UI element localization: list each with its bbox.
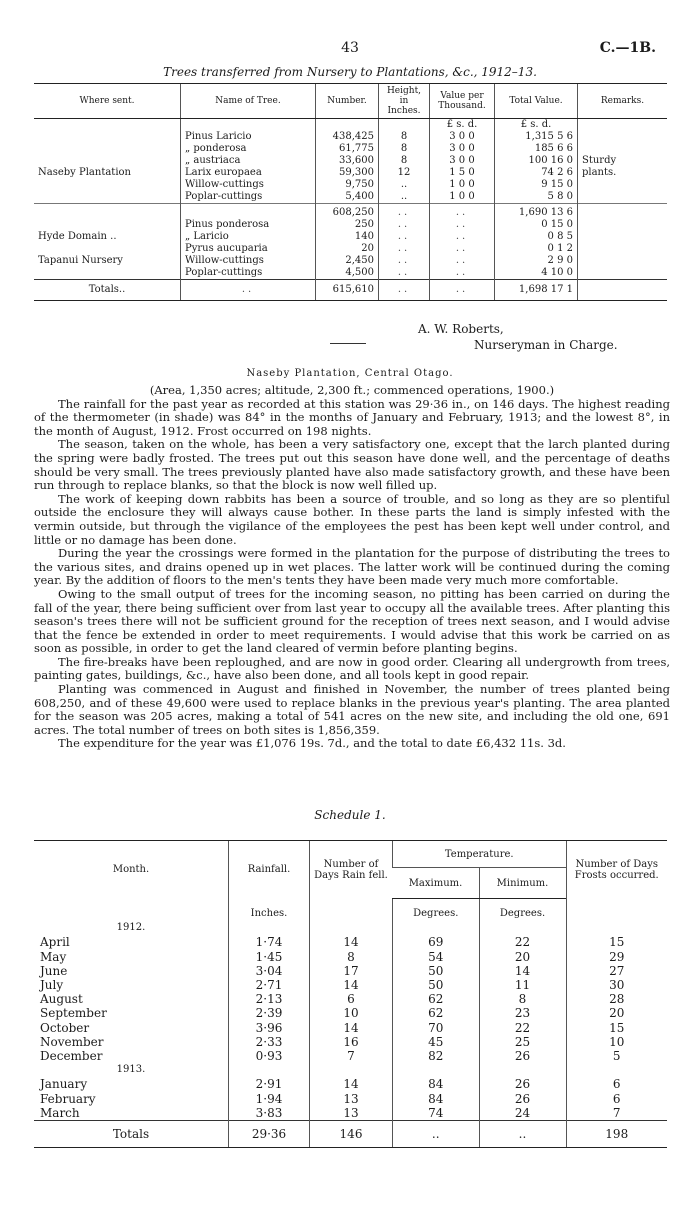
- totals-min: ..: [479, 1121, 566, 1148]
- frost-days-value: 27: [566, 964, 667, 978]
- table-row: [34, 267, 667, 280]
- body-paragraph: The season, taken on the whole, has been a very satisfactory one, except that the larch planted during the spring were badly frosted. The trees put out this season have done well, and the percentage of deaths should be very small. The trees previously planted have also made satisfactory growth, and these have been run through to replace blanks, so that the block is now well filled up.: [34, 437, 670, 493]
- col-where-sent: Where sent.: [34, 84, 181, 119]
- schedule-row: [34, 1092, 667, 1106]
- tree-number: 59,300: [316, 167, 379, 179]
- totals-value: 1,698 17 1: [495, 280, 578, 301]
- col-remarks: Remarks.: [578, 84, 668, 119]
- month-name: August: [40, 992, 83, 1007]
- days-rain-value: 14: [310, 978, 393, 992]
- body-paragraph: The work of keeping down rabbits has been a source of trouble, and so long as they are so plentiful outside the enclosure they will always cause bother. In these parts the land is simply infested with the vermin outside, but through the vigilance of the employees the pest has been kept well under control, and little or no damage has been done.: [34, 491, 670, 547]
- total-value: 100 16 0: [495, 155, 578, 167]
- col-name-of-tree: Name of Tree.: [181, 84, 316, 119]
- empty-cell: [181, 204, 316, 220]
- value-per-thousand: 3 0 0: [430, 155, 495, 167]
- signature-name: A. W. Roberts,: [418, 322, 504, 336]
- tree-number: 140: [316, 231, 379, 243]
- total-value: 74 2 6: [495, 167, 578, 179]
- frost-days-value: 6: [566, 1077, 667, 1091]
- tree-height: ..: [379, 191, 430, 204]
- max-temp-value: 45: [393, 1035, 480, 1049]
- currency-label-total: £ s. d.: [495, 119, 578, 132]
- tree-name: Larix europaea: [181, 167, 316, 179]
- schedule-caption: Schedule 1.: [314, 808, 386, 822]
- frost-days-value: 20: [566, 1006, 667, 1020]
- tree-name: Pinus Laricio: [181, 131, 316, 143]
- table-row: [34, 219, 667, 231]
- schedule-row: [34, 1021, 667, 1035]
- max-temp-value: 54: [393, 950, 480, 964]
- totals-label: Totals: [34, 1121, 229, 1148]
- min-temp-value: 25: [479, 1035, 566, 1049]
- total-value: 9 15 0: [495, 179, 578, 191]
- total-value: 5 8 0: [495, 191, 578, 204]
- units-maximum: Degrees.: [393, 899, 480, 922]
- month-name: October: [40, 1020, 90, 1035]
- ellipsis: ..: [430, 243, 495, 255]
- frost-days-value: 28: [566, 992, 667, 1006]
- tree-name: Poplar-cuttings: [181, 191, 316, 204]
- currency-row: [34, 119, 667, 132]
- month-name: June: [40, 963, 68, 978]
- body-paragraph: The rainfall for the past year as recorded at this station was 29·36 in., on 146 days. The highest reading of the thermometer (in shade) was 84° in the months of January and February, 1913; and the lowest 8°, in the month of August, 1912. Frost occurred on 198 nights.: [34, 396, 670, 438]
- ellipsis: ..: [379, 280, 430, 301]
- frost-days-value: 5: [566, 1049, 667, 1063]
- total-value: 2 9 0: [495, 255, 578, 267]
- document-code: C.—1B.: [599, 40, 656, 56]
- remarks: [578, 143, 668, 155]
- ellipsis: ..: [430, 204, 495, 220]
- year-row: [34, 1063, 667, 1077]
- max-temp-value: 84: [393, 1077, 480, 1091]
- schedule-row: [34, 978, 667, 992]
- tree-height: 12: [379, 167, 430, 179]
- empty-cell: [566, 899, 667, 922]
- days-rain-value: 16: [310, 1035, 393, 1049]
- empty-cell: [316, 119, 379, 132]
- ellipsis: ..: [181, 280, 316, 301]
- where-sent: Hyde Domain ..: [38, 231, 117, 242]
- empty-cell: [229, 1063, 310, 1077]
- tree-name: Willow-cuttings: [181, 179, 316, 191]
- col-value-per-thousand: Value per Thousand.: [430, 84, 495, 119]
- empty-cell: [578, 255, 668, 267]
- rainfall-value: 3·96: [229, 1021, 310, 1035]
- empty-cell: [566, 1063, 667, 1077]
- tree-name: Poplar-cuttings: [181, 267, 316, 280]
- tree-number: 20: [316, 243, 379, 255]
- empty-cell: [578, 119, 668, 132]
- min-temp-value: 11: [479, 978, 566, 992]
- month-name: December: [40, 1049, 103, 1064]
- empty-cell: [34, 204, 181, 220]
- body-paragraph: The expenditure for the year was £1,076 19s. 7d., and the total to date £6,432 11s. 3d.: [58, 736, 566, 751]
- schedule-row: [34, 950, 667, 964]
- frost-days-value: 7: [566, 1106, 667, 1121]
- month-name: February: [40, 1091, 96, 1106]
- ellipsis: ..: [430, 231, 495, 243]
- tree-height: 8: [379, 155, 430, 167]
- days-rain-value: 7: [310, 1049, 393, 1063]
- table-row: [34, 155, 667, 167]
- subtotal-row: [34, 204, 667, 220]
- max-temp-value: 84: [393, 1092, 480, 1106]
- where-sent: [34, 155, 181, 167]
- where-sent: Tapanui Nursery: [38, 255, 123, 266]
- month-name: July: [40, 978, 64, 993]
- table-row: [34, 167, 667, 179]
- body-paragraph: Planting was commenced in August and finished in November, the number of trees planted being 608,250, and of these 49,600 were used to replace blanks in the previous year's planting. The area planted for the season was 205 acres, making a total of 541 acres on the new site, and including the old one, 691 acres. The total number of trees on both sites is 1,856,359.: [34, 682, 670, 737]
- max-temp-value: 50: [393, 978, 480, 992]
- rainfall-value: 2·71: [229, 978, 310, 992]
- min-temp-value: 24: [479, 1106, 566, 1121]
- total-value: 1,315 5 6: [495, 131, 578, 143]
- empty-cell: [310, 921, 393, 935]
- ellipsis: ..: [379, 219, 430, 231]
- schedule-table: [34, 840, 667, 1148]
- min-temp-value: 26: [479, 1092, 566, 1106]
- month-name: May: [40, 949, 67, 964]
- trees-transferred-table: [34, 83, 667, 301]
- year-label: 1913.: [116, 1064, 146, 1076]
- max-temp-value: 62: [393, 1006, 480, 1020]
- value-per-thousand: 1 0 0: [430, 191, 495, 204]
- totals-label: Totals..: [34, 280, 181, 301]
- rainfall-value: 2·91: [229, 1077, 310, 1091]
- days-rain-value: 14: [310, 1021, 393, 1035]
- tree-number: 9,750: [316, 179, 379, 191]
- table1-caption: Trees transferred from Nursery to Plantations, &c., 1912–13.: [163, 65, 537, 79]
- table-row: [34, 243, 667, 255]
- value-per-thousand: 3 0 0: [430, 143, 495, 155]
- value-per-thousand: 3 0 0: [430, 131, 495, 143]
- totals-rainfall: 29·36: [229, 1121, 310, 1148]
- rainfall-value: 1·74: [229, 935, 310, 949]
- tree-number: 438,425: [316, 131, 379, 143]
- ellipsis: ..: [379, 255, 430, 267]
- body-paragraph: Owing to the small output of trees for the incoming season, no pitting has been carried on during the fall of the year, there being sufficient over from last year to occupy all the available trees. After planting this season's trees there will not be sufficient ground for the reception of trees next season, and I would advise that the fence be extended in order to meet requirements. I would advise that this work be carried on as soon as possible, in order to get the land cleared of vermin before planting begins.: [34, 586, 670, 656]
- frost-days-value: 29: [566, 950, 667, 964]
- tree-name: Willow-cuttings: [181, 255, 316, 267]
- tree-height: ..: [379, 179, 430, 191]
- ellipsis: ..: [430, 219, 495, 231]
- days-rain-value: 14: [310, 1077, 393, 1091]
- month-name: November: [40, 1034, 104, 1049]
- where-sent: [34, 131, 181, 143]
- frost-days-value: 10: [566, 1035, 667, 1049]
- ellipsis: ..: [379, 267, 430, 280]
- col-month: Month.: [34, 841, 229, 899]
- ellipsis: ..: [379, 243, 430, 255]
- tree-number: 5,400: [316, 191, 379, 204]
- tree-name: „ Laricio: [181, 231, 316, 243]
- totals-number: 615,610: [316, 280, 379, 301]
- empty-cell: [578, 243, 668, 255]
- days-rain-value: 6: [310, 992, 393, 1006]
- schedule-row: [34, 1049, 667, 1063]
- tree-number: 2,450: [316, 255, 379, 267]
- ellipsis: ..: [430, 267, 495, 280]
- remarks: Sturdy: [578, 155, 668, 167]
- ellipsis: ..: [430, 255, 495, 267]
- totals-days-rain: 146: [310, 1121, 393, 1148]
- days-rain-value: 14: [310, 935, 393, 949]
- col-number: Number.: [316, 84, 379, 119]
- value-per-thousand: 1 0 0: [430, 179, 495, 191]
- frost-days-value: 6: [566, 1092, 667, 1106]
- units-rainfall: Inches.: [229, 899, 310, 922]
- empty-cell: [181, 119, 316, 132]
- days-rain-value: 13: [310, 1092, 393, 1106]
- total-value: 185 6 6: [495, 143, 578, 155]
- col-maximum: Maximum.: [393, 868, 480, 899]
- col-frosts: Number of Days Frosts occurred.: [566, 841, 667, 899]
- empty-cell: [578, 219, 668, 231]
- body-paragraph: The fire-breaks have been reploughed, and are now in good order. Clearing all undergrowth from trees, painting gates, buildings, &c., have also been done, and all tools kept in good repair.: [34, 654, 670, 683]
- schedule-row: [34, 1106, 667, 1121]
- page-number: 43: [341, 40, 359, 56]
- month-name: March: [40, 1105, 80, 1120]
- days-rain-value: 17: [310, 964, 393, 978]
- empty-cell: [34, 119, 181, 132]
- rainfall-value: 2·13: [229, 992, 310, 1006]
- year-row: [34, 921, 667, 935]
- schedule-row: [34, 935, 667, 949]
- tree-name: Pinus ponderosa: [181, 219, 316, 231]
- where-sent: [34, 143, 181, 155]
- days-rain-value: 10: [310, 1006, 393, 1020]
- table-row: [34, 255, 667, 267]
- empty-cell: [34, 899, 229, 922]
- max-temp-value: 62: [393, 992, 480, 1006]
- empty-cell: [393, 921, 480, 935]
- total-value: 0 8 5: [495, 231, 578, 243]
- rainfall-value: 1·45: [229, 950, 310, 964]
- where-sent: [34, 191, 181, 204]
- remarks: plants.: [578, 167, 668, 179]
- tree-name: „ austriaca: [181, 155, 316, 167]
- schedule-row: [34, 1006, 667, 1020]
- rainfall-value: 2·39: [229, 1006, 310, 1020]
- min-temp-value: 8: [479, 992, 566, 1006]
- units-minimum: Degrees.: [479, 899, 566, 922]
- empty-cell: [479, 921, 566, 935]
- remarks: [578, 191, 668, 204]
- frost-days-value: 30: [566, 978, 667, 992]
- empty-cell: [578, 231, 668, 243]
- subtotal-number: 608,250: [316, 204, 379, 220]
- col-days-rain: Number of Days Rain fell.: [310, 841, 393, 899]
- min-temp-value: 23: [479, 1006, 566, 1020]
- where-sent: [34, 179, 181, 191]
- section-heading: Naseby Plantation, Central Otago.: [246, 368, 454, 379]
- col-height: Height, in Inches.: [379, 84, 430, 119]
- frost-days-value: 15: [566, 935, 667, 949]
- schedule-row: [34, 1035, 667, 1049]
- currency-label-value: £ s. d.: [430, 119, 495, 132]
- month-name: January: [40, 1077, 88, 1092]
- min-temp-value: 14: [479, 964, 566, 978]
- table-row: [34, 143, 667, 155]
- col-minimum: Minimum.: [479, 868, 566, 899]
- max-temp-value: 50: [393, 964, 480, 978]
- totals-max: ..: [393, 1121, 480, 1148]
- frost-days-value: 15: [566, 1021, 667, 1035]
- empty-cell: [229, 921, 310, 935]
- schedule-row: [34, 992, 667, 1006]
- table-row: [34, 231, 667, 243]
- remarks: [578, 179, 668, 191]
- empty-cell: [393, 1063, 480, 1077]
- units-row: [34, 899, 667, 922]
- rainfall-value: 3·04: [229, 964, 310, 978]
- empty-cell: [379, 119, 430, 132]
- table-row: [34, 191, 667, 204]
- where-sent: Naseby Plantation: [38, 167, 131, 178]
- tree-number: 33,600: [316, 155, 379, 167]
- section-body: [34, 384, 670, 751]
- total-value: 4 10 0: [495, 267, 578, 280]
- year-label: 1912.: [116, 922, 146, 934]
- max-temp-value: 69: [393, 935, 480, 949]
- month-name: April: [40, 935, 70, 950]
- tree-height: 8: [379, 131, 430, 143]
- rainfall-value: 1·94: [229, 1092, 310, 1106]
- min-temp-value: 26: [479, 1049, 566, 1063]
- section-subheading: (Area, 1,350 acres; altitude, 2,300 ft.; commenced operations, 1900.): [149, 383, 555, 397]
- rainfall-value: 2·33: [229, 1035, 310, 1049]
- schedule-totals-row: [34, 1121, 667, 1148]
- empty-cell: [578, 280, 668, 301]
- rainfall-value: 0·93: [229, 1049, 310, 1063]
- days-rain-value: 8: [310, 950, 393, 964]
- days-rain-value: 13: [310, 1106, 393, 1121]
- tree-number: 250: [316, 219, 379, 231]
- empty-cell: [566, 921, 667, 935]
- empty-cell: [310, 1063, 393, 1077]
- separator-rule: [330, 343, 366, 344]
- min-temp-value: 22: [479, 1021, 566, 1035]
- total-value: 0 15 0: [495, 219, 578, 231]
- empty-cell: [479, 1063, 566, 1077]
- col-temperature: Temperature.: [393, 841, 567, 868]
- tree-number: 61,775: [316, 143, 379, 155]
- table-row: [34, 131, 667, 143]
- empty-cell: [578, 267, 668, 280]
- rainfall-value: 3·83: [229, 1106, 310, 1121]
- col-total-value: Total Value.: [495, 84, 578, 119]
- schedule-row: [34, 1077, 667, 1091]
- where-sent: [34, 219, 181, 231]
- month-name: September: [40, 1006, 107, 1021]
- where-sent: [34, 267, 181, 280]
- schedule-row: [34, 964, 667, 978]
- ellipsis: ..: [379, 204, 430, 220]
- col-rainfall: Rainfall.: [229, 841, 310, 899]
- total-value: 0 1 2: [495, 243, 578, 255]
- empty-cell: [578, 204, 668, 220]
- tree-height: 8: [379, 143, 430, 155]
- min-temp-value: 20: [479, 950, 566, 964]
- ellipsis: ..: [430, 280, 495, 301]
- value-per-thousand: 1 5 0: [430, 167, 495, 179]
- remarks: [578, 131, 668, 143]
- max-temp-value: 70: [393, 1021, 480, 1035]
- subtotal-value: 1,690 13 6: [495, 204, 578, 220]
- tree-name: Pyrus aucuparia: [181, 243, 316, 255]
- where-sent: [34, 243, 181, 255]
- ellipsis: ..: [379, 231, 430, 243]
- min-temp-value: 26: [479, 1077, 566, 1091]
- body-paragraph: During the year the crossings were formed in the plantation for the purpose of distributing the trees to the various sites, and drains opened up in wet places. The latter work will be continued during the coming year. By the addition of floors to the men's tents they have been made very much more comfortable.: [34, 546, 670, 588]
- totals-row: [34, 280, 667, 301]
- signature-title: Nurseryman in Charge.: [474, 338, 618, 352]
- table-row: [34, 179, 667, 191]
- tree-name: „ ponderosa: [181, 143, 316, 155]
- totals-frosts: 198: [566, 1121, 667, 1148]
- min-temp-value: 22: [479, 935, 566, 949]
- max-temp-value: 82: [393, 1049, 480, 1063]
- tree-number: 4,500: [316, 267, 379, 280]
- max-temp-value: 74: [393, 1106, 480, 1121]
- empty-cell: [310, 899, 393, 922]
